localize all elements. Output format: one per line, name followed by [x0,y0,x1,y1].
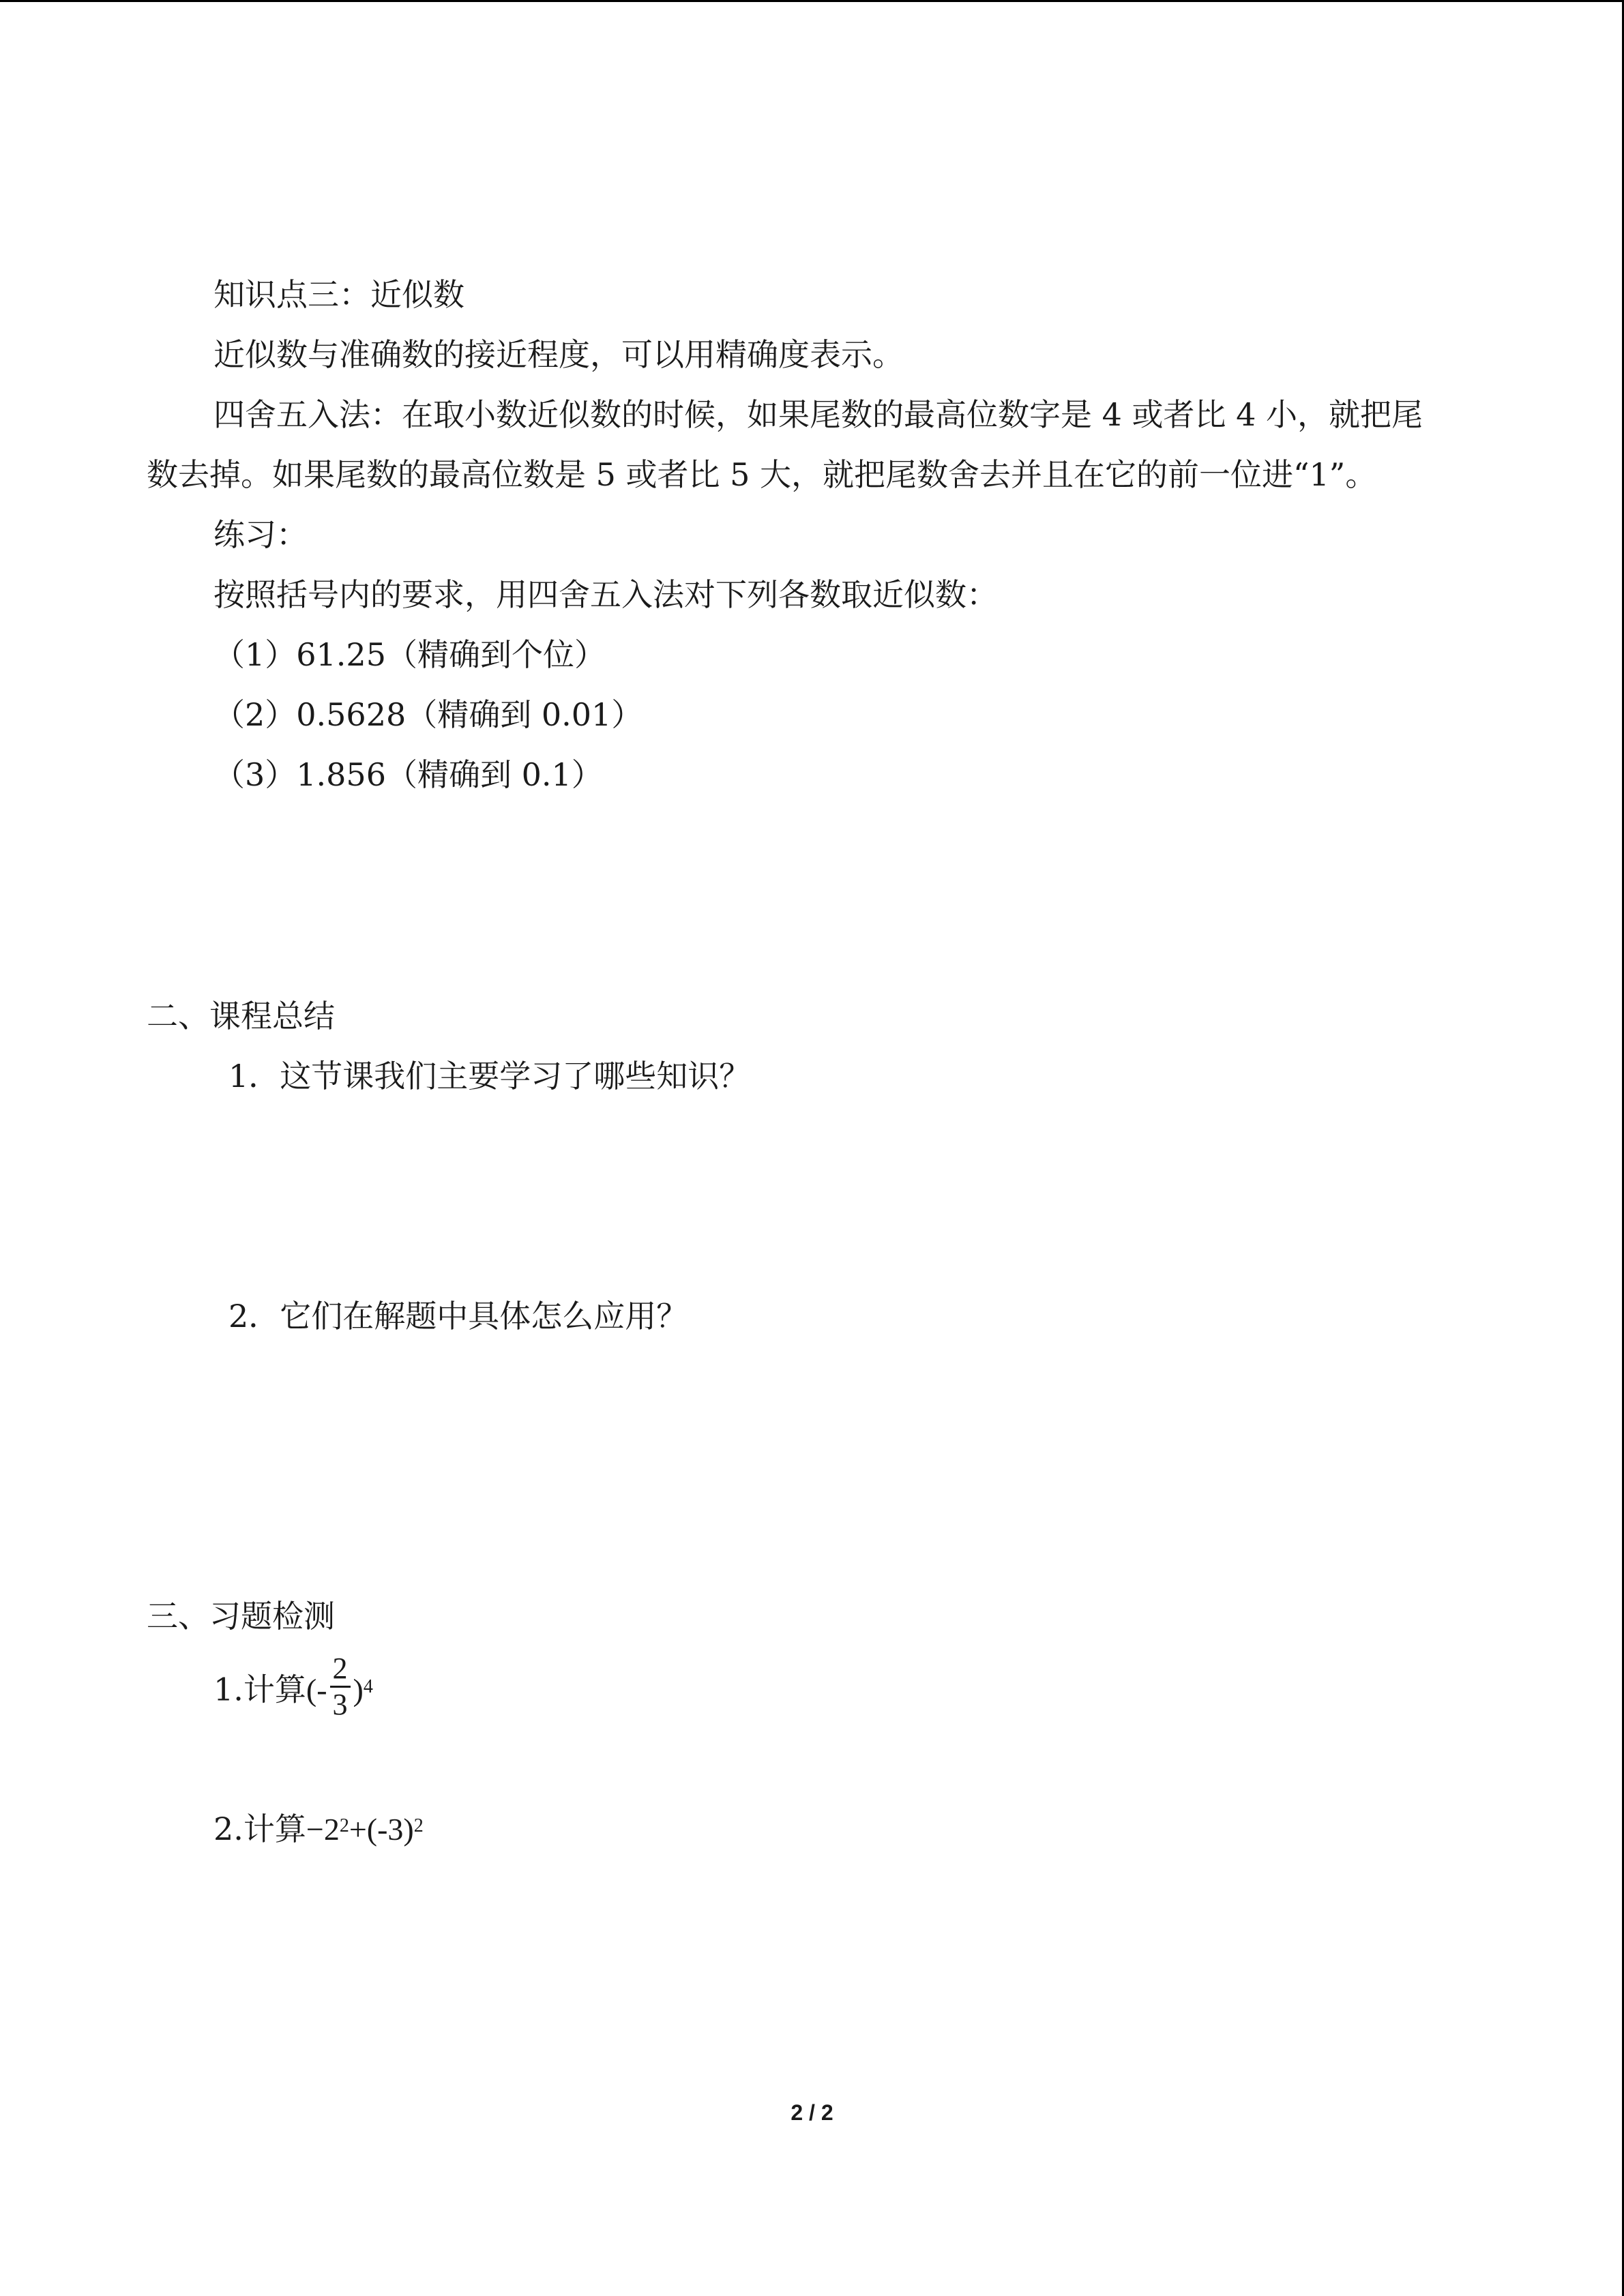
practice-item: （1）61.25（精确到个位） [213,636,606,673]
exercise-1 [213,1652,373,1727]
exercise-2-prefix: 2.计算 [213,1810,306,1847]
fraction [330,1652,351,1722]
page-border-top [0,0,1624,2]
fraction-numerator: 2 [330,1652,351,1688]
practice-label: 练习： [213,516,308,553]
fraction-denominator: 3 [332,1688,348,1721]
exercise-2-term-2: +(-3) [349,1812,414,1847]
exercise-2 [213,1808,424,1855]
rounding-rule-line-1: 四舍五入法：在取小数近似数的时候，如果尾数的最高位数字是 4 或者比 4 小，就把尾 [213,396,1423,433]
rounding-rule-line-2: 数去掉。如果尾数的最高位数是 5 或者比 5 大，就把尾数舍去并且在它的前一位进“1”。 [147,456,1377,493]
practice-prompt: 按照括号内的要求，用四舍五入法对下列各数取近似数： [213,576,998,613]
page-number: 2 / 2 [791,2100,833,2125]
exponent: 4 [363,1675,373,1697]
exercise-1-prefix: 1.计算 [213,1671,306,1708]
exercise-1-open-paren: (- [306,1672,327,1708]
exercise-1-close-paren: ) [353,1672,364,1708]
knowledge-point-heading: 知识点三：近似数 [213,276,464,313]
practice-item: （3）1.856（精确到 0.1） [213,756,603,793]
practice-item: （2）0.5628（精确到 0.01） [213,696,643,733]
exercise-2-term-1: −2 [306,1812,340,1847]
section-heading: 三、习题检测 [147,1598,335,1635]
summary-question: 2．它们在解题中具体怎么应用？ [228,1298,688,1335]
section-heading: 二、课程总结 [147,998,335,1034]
knowledge-point-definition: 近似数与准确数的接近程度，可以用精确度表示。 [213,336,904,373]
summary-question: 1．这节课我们主要学习了哪些知识？ [228,1058,751,1094]
exponent: 2 [339,1815,349,1836]
exponent: 2 [413,1815,424,1836]
